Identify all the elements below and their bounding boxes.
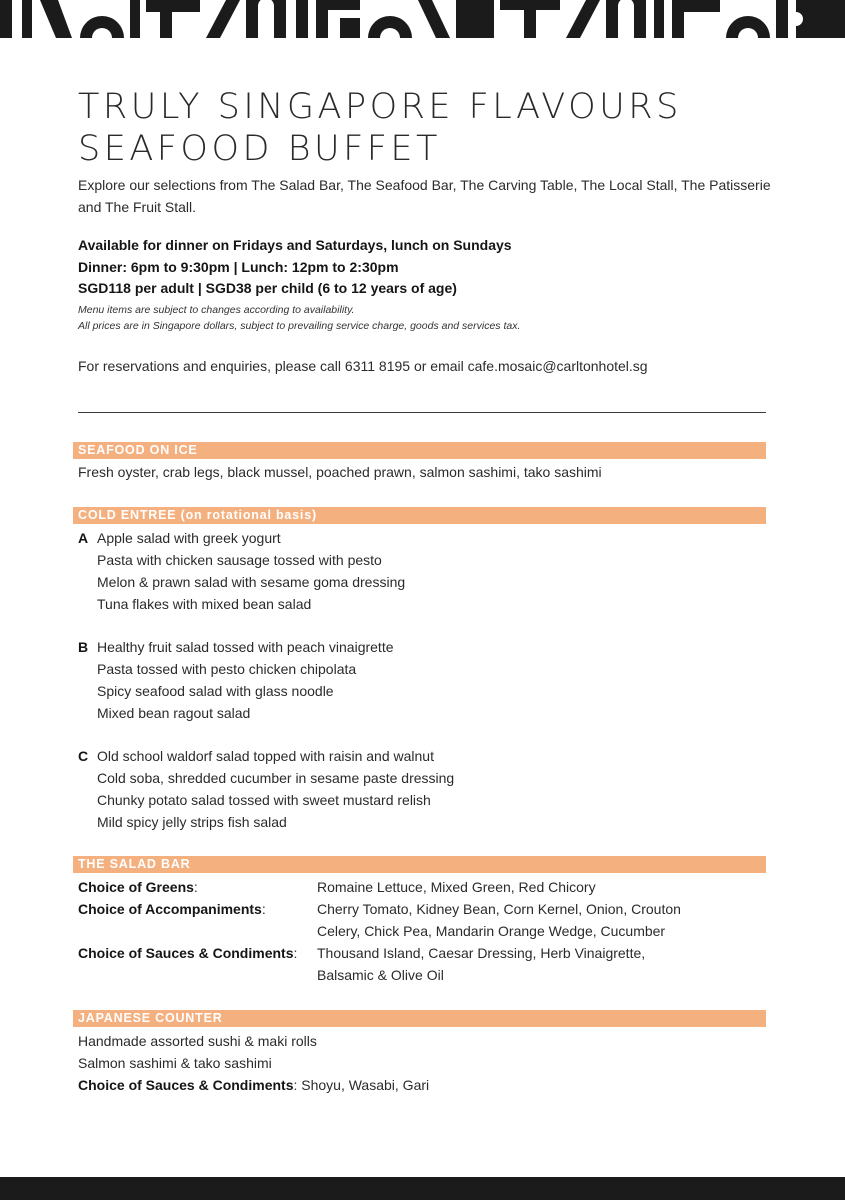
availability-hours: Dinner: 6pm to 9:30pm | Lunch: 12pm to 2:30pm (78, 258, 399, 275)
salad-row-label: Choice of Accompaniments: (78, 901, 266, 917)
intro-text: Explore our selections from The Salad Bar, The Seafood Bar, The Carving Table, The Local Stall, The Patisserie and The Fruit Stall. (78, 177, 771, 215)
group-letter-b: B (78, 639, 89, 655)
list-item: Spicy seafood salad with glass noodle (97, 683, 334, 699)
note-availability: Menu items are subject to changes according to availability. (78, 304, 355, 316)
list-item: Pasta with chicken sausage tossed with pesto (97, 552, 382, 568)
seafood-on-ice-items: Fresh oyster, crab legs, black mussel, poached prawn, salmon sashimi, tako sashimi (78, 464, 602, 480)
divider-rule (78, 412, 766, 413)
section-header-cold-entree: COLD ENTREE (on rotational basis) (73, 507, 766, 524)
salad-row-value: Romaine Lettuce, Mixed Green, Red Chicory (317, 879, 596, 895)
japanese-sauces-line: Choice of Sauces & Condiments: Shoyu, Wasabi, Gari (78, 1077, 430, 1093)
section-header-japanese-counter: JAPANESE COUNTER (73, 1010, 766, 1027)
salad-row-label: Choice of Sauces & Condiments: (78, 945, 298, 961)
decorative-pattern-graphic (0, 0, 845, 38)
list-item: Pasta tossed with pesto chicken chipolata (97, 661, 357, 677)
list-item: Melon & prawn salad with sesame goma dressing (97, 574, 406, 590)
bottom-decorative-band (0, 1177, 845, 1200)
section-header-salad-bar: THE SALAD BAR (73, 856, 766, 873)
note-prices: All prices are in Singapore dollars, subject to prevailing service charge, goods and services tax. (78, 320, 521, 332)
section-header-seafood-on-ice: SEAFOOD ON ICE (73, 442, 766, 459)
japanese-sauces-value: Shoyu, Wasabi, Gari (301, 1077, 430, 1093)
salad-row-value: Cherry Tomato, Kidney Bean, Corn Kernel, Onion, Crouton (317, 901, 681, 917)
title-line-1: TRULY SINGAPORE FLAVOURS (78, 87, 682, 127)
label-choice-of-greens: Choice of Greens (78, 879, 194, 895)
title-line-2: SEAFOOD BUFFET (78, 129, 441, 169)
list-item: Healthy fruit salad tossed with peach vinaigrette (97, 639, 394, 655)
salad-row-label: Choice of Greens: (78, 879, 198, 895)
group-letter-c: C (78, 748, 89, 764)
list-item: Handmade assorted sushi & maki rolls (78, 1033, 317, 1049)
fine-print-notes (78, 302, 520, 334)
page-title (78, 86, 682, 170)
salad-row-value: Thousand Island, Caesar Dressing, Herb Vinaigrette, (317, 945, 646, 961)
reservation-info: For reservations and enquiries, please call 6311 8195 or email cafe.mosaic@carltonhotel.sg (78, 358, 648, 374)
list-item: Tuna flakes with mixed bean salad (97, 596, 312, 612)
availability-block (78, 235, 512, 300)
list-item: Salmon sashimi & tako sashimi (78, 1055, 272, 1071)
list-item: Chunky potato salad tossed with sweet mustard relish (97, 792, 431, 808)
label-japanese-sauces: Choice of Sauces & Condiments (78, 1077, 294, 1093)
list-item: Cold soba, shredded cucumber in sesame paste dressing (97, 770, 455, 786)
label-choice-of-accompaniments: Choice of Accompaniments (78, 901, 262, 917)
top-decorative-band (0, 0, 845, 38)
group-letter-a: A (78, 530, 89, 546)
salad-row-value: Celery, Chick Pea, Mandarin Orange Wedge, Cucumber (317, 923, 666, 939)
availability-days: Available for dinner on Fridays and Saturdays, lunch on Sundays (78, 237, 512, 253)
list-item: Mixed bean ragout salad (97, 705, 251, 721)
availability-prices: SGD118 per adult | SGD38 per child (6 to 12 years of age) (78, 280, 457, 296)
list-item: Old school waldorf salad topped with raisin and walnut (97, 748, 434, 764)
list-item: Mild spicy jelly strips fish salad (97, 814, 287, 830)
salad-row-value: Balsamic & Olive Oil (317, 967, 444, 983)
list-item: Apple salad with greek yogurt (97, 530, 281, 546)
label-choice-of-sauces: Choice of Sauces & Condiments (78, 945, 294, 961)
